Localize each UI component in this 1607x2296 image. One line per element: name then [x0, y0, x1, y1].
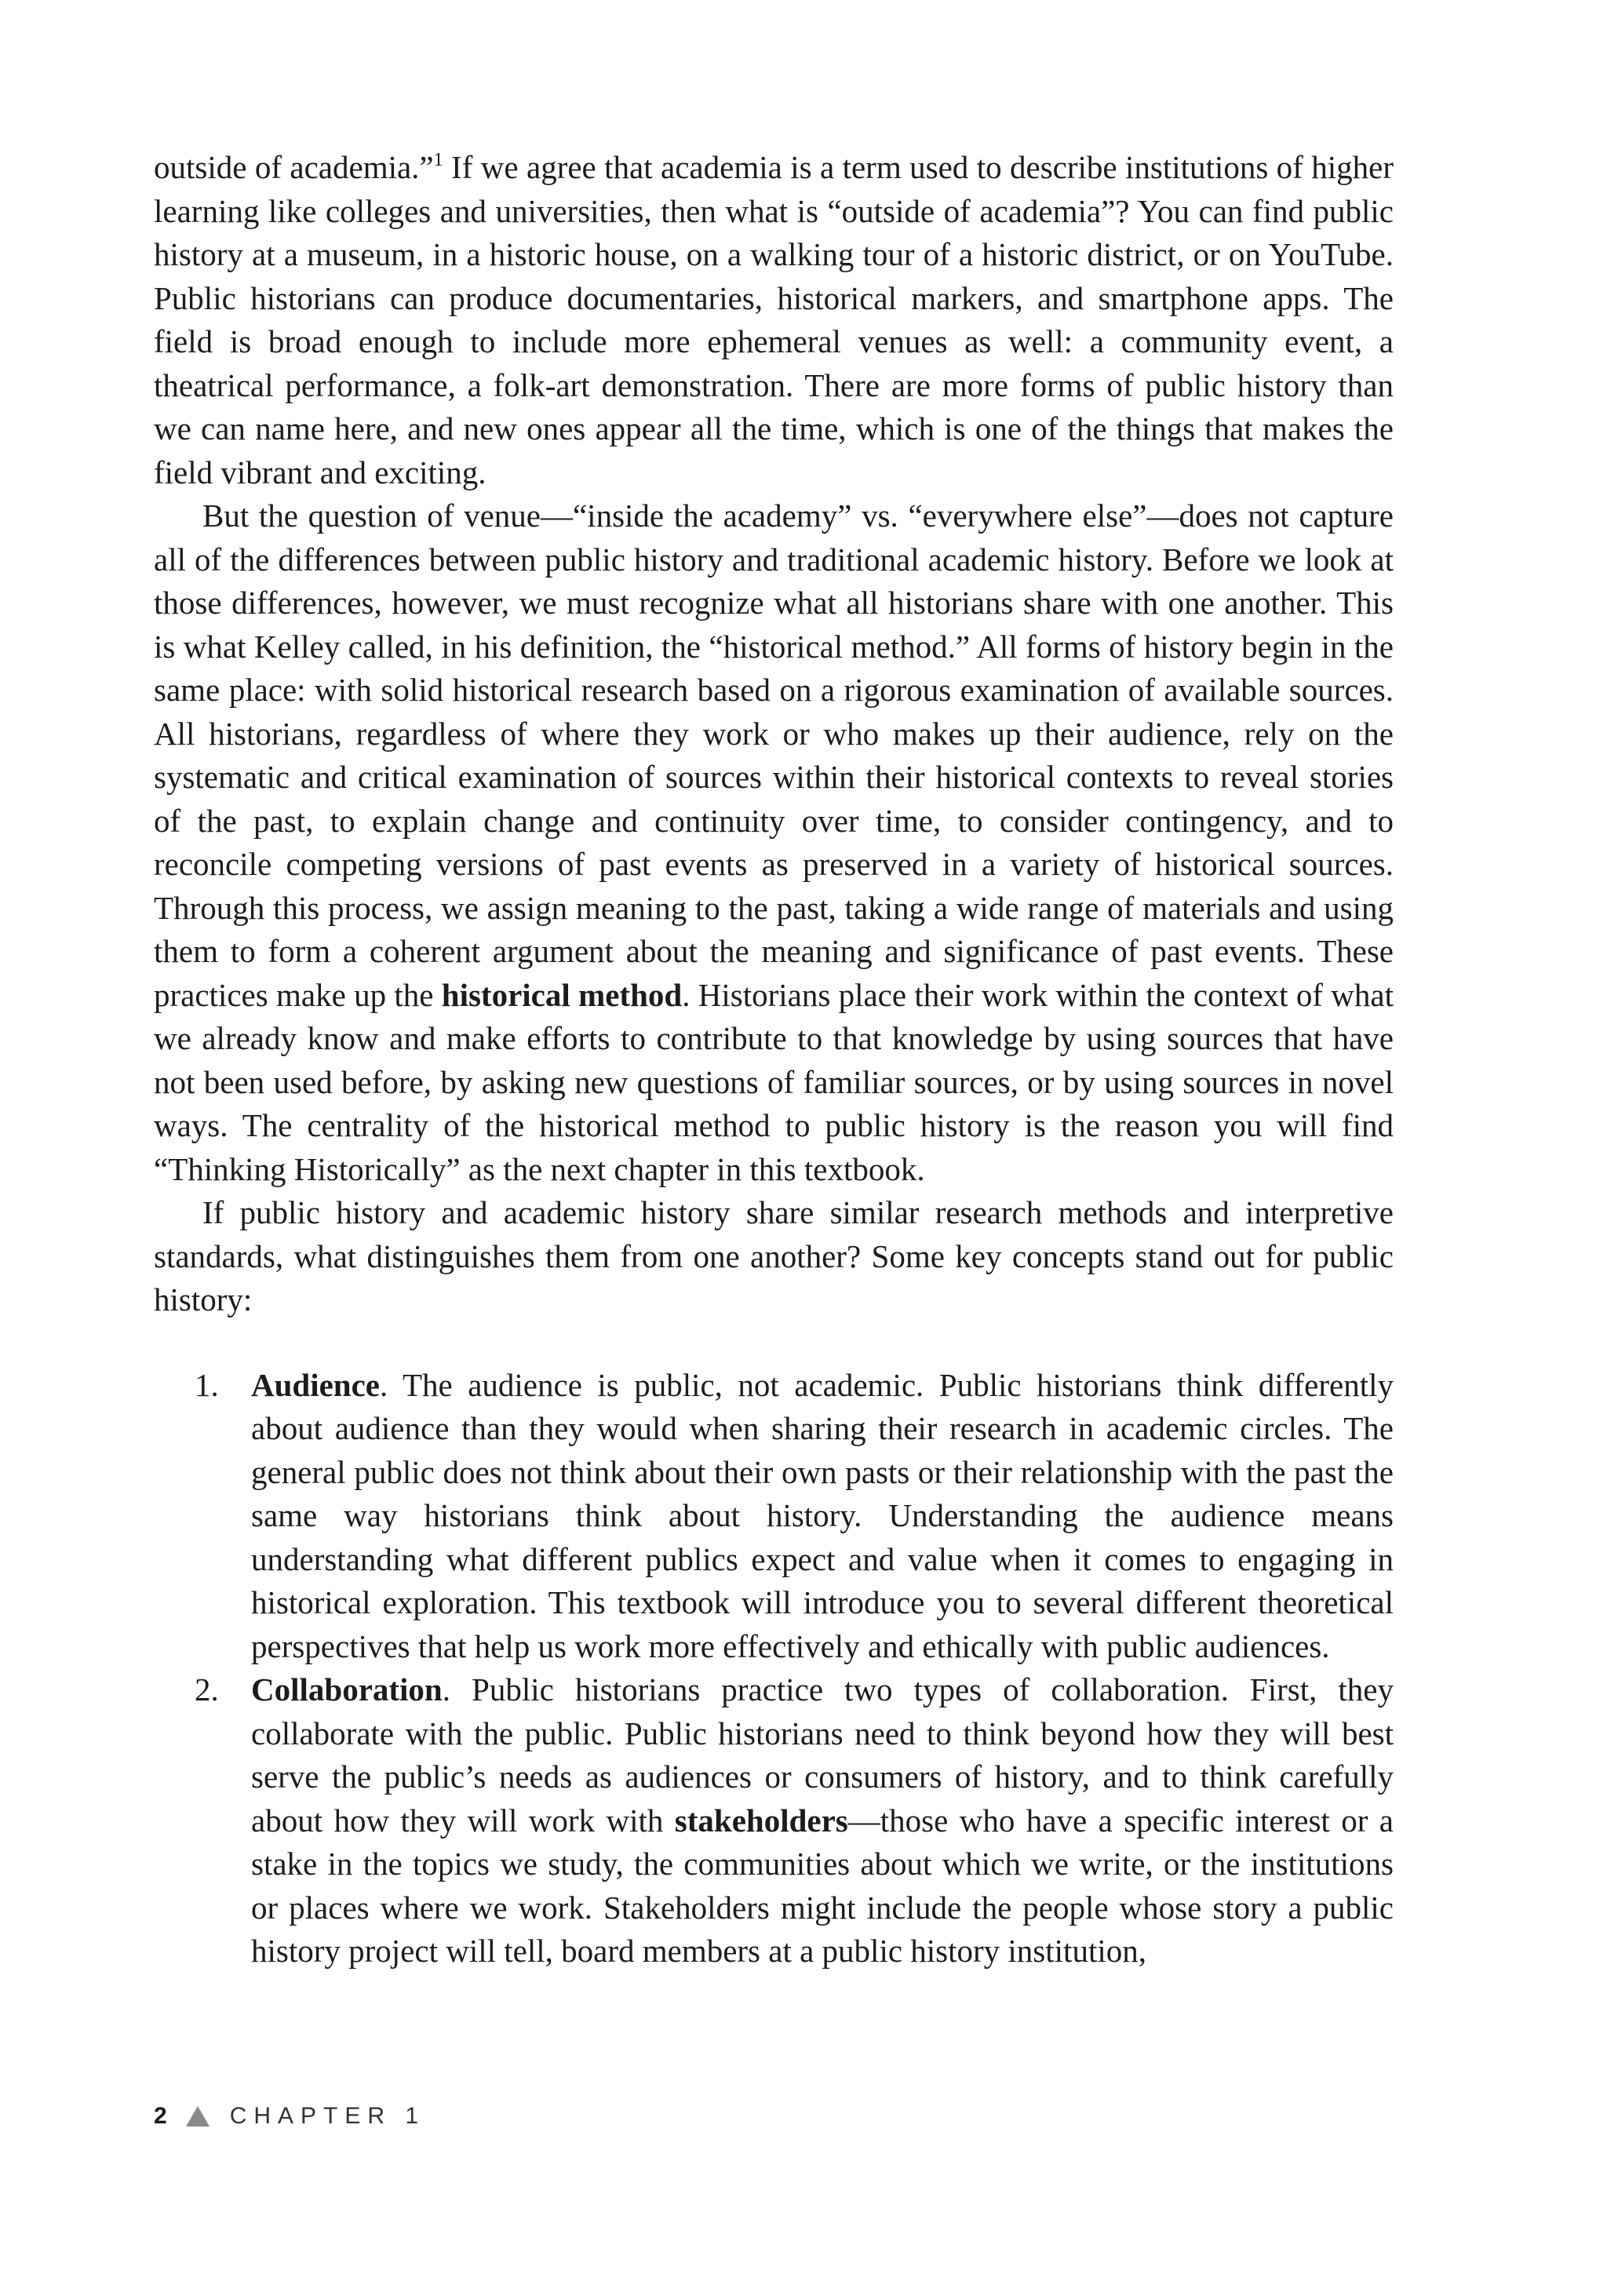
- paragraph-1: outside of academia.”$^1$ If we agree that academia is a term used to describe institutions of higher learning like colleges and universities, then what is “outside of academia”? You can find public history at a museum, in a historic house, on a walking tour of a historic district, or on YouTube. Public historians can produce documentaries, historical markers, and smartphone apps. The field is broad enough to include more ephemeral venues as well: a community event, a theatrical performance, a folk-art demonstration. There are more forms of public history than we can name here, and new ones appear all the time, which is one of the things that makes the field vibrant and exciting.: [154, 149, 1394, 490]
- list-number: 2.: [195, 1671, 219, 1707]
- list-item-audience: 1. Audience. The audience is public, not academic. Public historians think differently about audience than they would when sharing their research in academic circles. The general public does not think about their own pasts or their relationship with the past the same way historians think about history. Understanding the audience means understanding what different publics expect and value when it comes to engaging in historical exploration. This textbook will introduce you to several different theoretical perspectives that help us work more effectively and ethically with public audiences.: [154, 1364, 1394, 1669]
- paragraph-2: But the question of venue—“inside the academy” vs. “everywhere else”—does not capture all of the differences between public history and traditional academic history. Before we look at those differences, however, we must recognize what all historians share with one another. This is what Kelley called, in his definition, the “historical method.” All forms of history begin in the same place: with solid historical research based on a rigorous examination of available sources. All historians, regardless of where they work or who makes up their audience, rely on the systematic and critical examination of sources within their historical contexts to reveal stories of the past, to explain change and continuity over time, to consider contingency, and to reconcile competing versions of past events as preserved in a variety of historical sources. Through this process, we assign meaning to the past, taking a wide range of materials and using them to form a coherent argument about the meaning and significance of past events. These practices make up the historical method. Historians place their work within the context of what we already know and make efforts to contribute to that knowledge by using sources that have not been used before, by asking new questions of familiar sources, or by using sources in novel ways. The centrality of the historical method to public history is the reason you will find “Thinking Historically” as the next chapter in this textbook.: [154, 497, 1394, 1187]
- page-number: 2: [154, 2103, 167, 2129]
- page-footer: [154, 2103, 425, 2130]
- body-text: [154, 146, 1394, 1973]
- key-term-stakeholders: stakeholders: [674, 1802, 848, 1839]
- list-number: 1.: [195, 1366, 219, 1403]
- footnote-ref-1: 1: [433, 150, 443, 170]
- key-term-historical-method: historical method: [441, 976, 683, 1013]
- list-item-collaboration: 2. Collaboration. Public historians practice two types of collaboration. First, they collaborate with the public. Public historians need to think beyond how they will best serve the public’s needs as audiences or consumers of history, and to think carefully about how they will work with stakeholders—those who have a specific interest or a stake in the topics we study, the communities about which we write, or the institutions or places where we work. Stakeholders might include the people whose story a public history project will tell, board members at a public history institution,: [154, 1668, 1394, 1973]
- key-term-audience: Audience: [251, 1366, 380, 1403]
- chapter-label: CHAPTER 1: [229, 2103, 426, 2129]
- triangle-icon: [186, 2106, 210, 2127]
- key-term-collaboration: Collaboration: [251, 1671, 443, 1707]
- paragraph-3: If public history and academic history share similar research methods and interpretive standards, what distinguishes them from one another? Some key concepts stand out for public history:: [154, 1194, 1394, 1317]
- key-concepts-list: [154, 1364, 1394, 1973]
